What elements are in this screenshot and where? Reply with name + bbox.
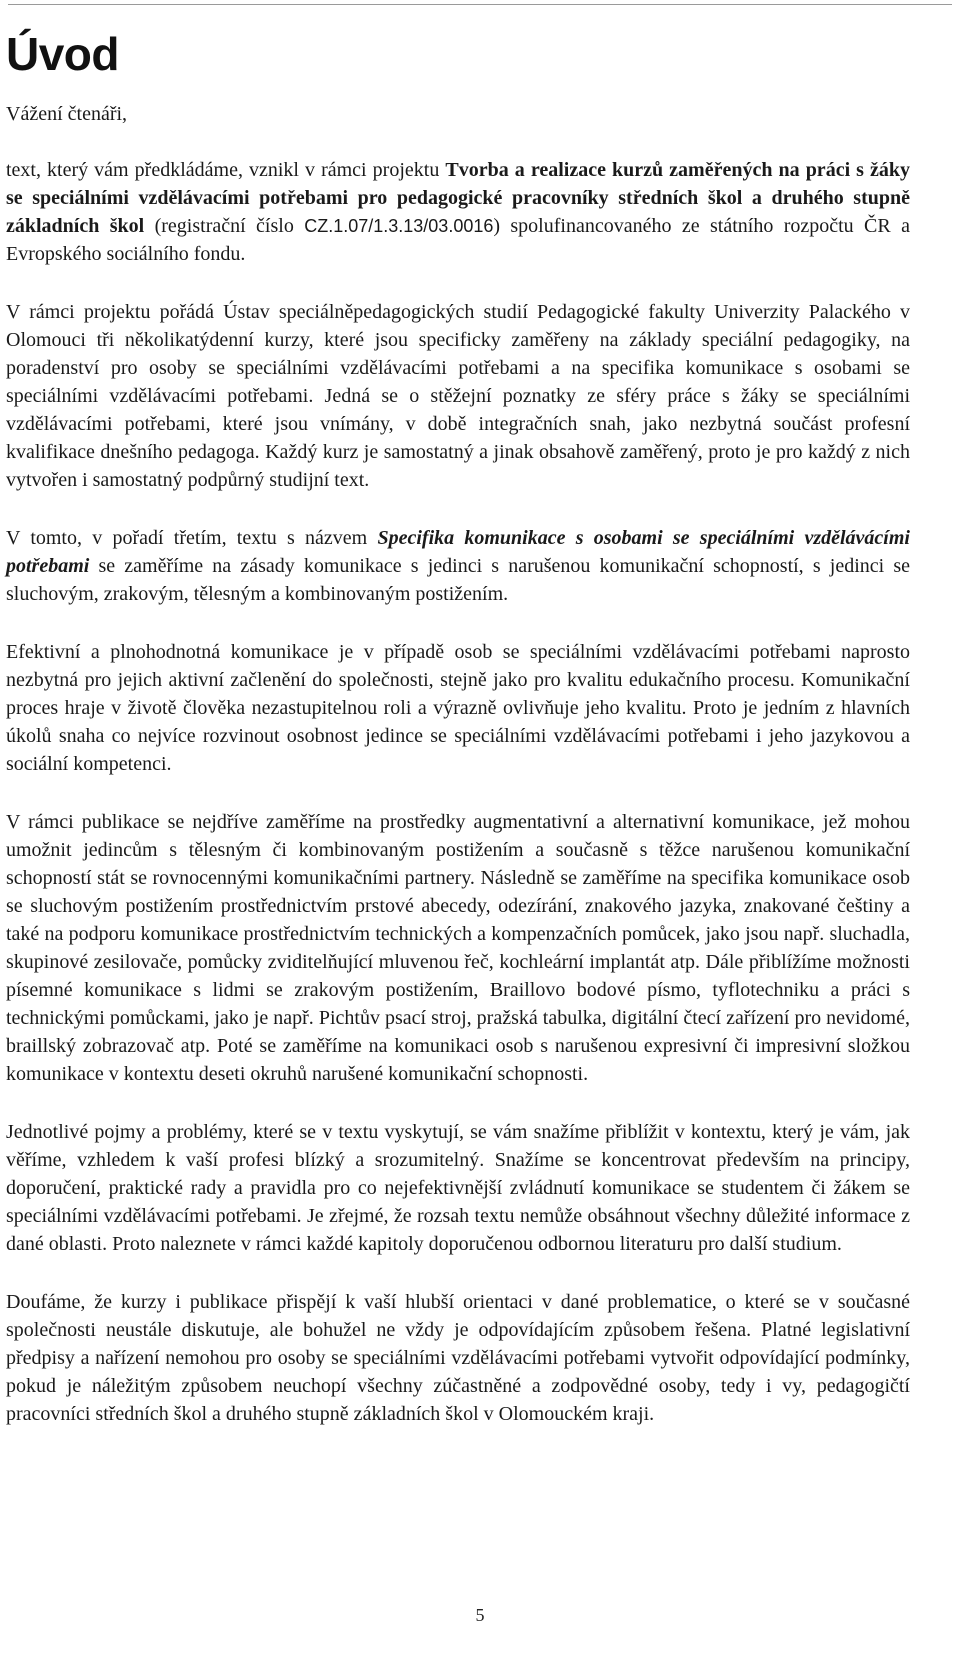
- paragraph-project: [6, 156, 910, 268]
- paragraph-closing: Doufáme, že kurzy i publikace přispějí k vaší hlubší orientaci v dané problematice, o které se v současné společnosti neustále diskutuje, ale bohužel ne vždy je odpovídajícím způsobem řešena. Platné legislativní předpisy a nařízení nemohou pro osoby se speciálními vzdělávacími potřebami vytvořit odpovídající podmínky, pokud je náležitým způsobem neuchopí všechny zúčastněné a zodpovědné osoby, tedy i vy, pedagogičtí pracovníci středních škol a druhého stupně základních škol v Olomouckém kraji.: [6, 1291, 910, 1425]
- salutation: Vážení čtenáři,: [6, 103, 128, 125]
- paragraph-communication: Efektivní a plnohodnotná komunikace je v případě osob se speciálními vzdělávacími potřebami naprosto nezbytná pro jejich aktivní začlenění do společnosti, stejně jako pro kvalitu edukačního procesu. Komunikační proces hraje v životě člověka nezastupitelnou roli a výrazně ovlivňuje jeho kvalitu. Proto je jedním z hlavních úkolů snaha co nejvíce rozvinout osobnost jedince se speciálními vzdělávacími potřebami i jeho jazykovou a sociální kompetenci.: [6, 641, 910, 775]
- paragraph-project-intro: text, který vám předkládáme, vznikl v rámci projektu: [6, 159, 446, 181]
- registration-number: CZ.1.07/1.3.13/03.0016: [304, 216, 494, 236]
- registration-prefix: (registrační číslo: [144, 215, 305, 237]
- paragraph-text-title: [6, 524, 910, 608]
- paragraph-contents: V rámci publikace se nejdříve zaměříme na prostředky augmentativní a alternativní komunikace, jež mohou umožnit jedincům s tělesným či kombinovaným postižením a současně s těžce narušenou komunikační schopností stát se rovnocennými komunikačními partnery. Následně se zaměříme na specifika komunikace osob se sluchovým postižením prostřednictvím prstové abecedy, odezírání, znakového jazyka, znakované češtiny a také na podporu komunikace prostřednictvím technických a kompenzačních pomůcek, jako jsou např. sluchadla, skupinové zesilovače, pomůcky zviditelňující mluvenou řeč, kochleární implantát atp. Dále přiblížíme možnosti písemné komunikace s lidmi se zrakovým postižením, Braillovo bodové písmo, tyflotechniku a práci s technickými pomůckami, jako je např. Pichtův psací stroj, pražská tabulka, digitální čtecí zařízení pro nevidomé, braillský zobrazovač atp. Poté se zaměříme na komunikaci osob s narušenou expresivní či impresivní složkou komunikace v kontextu deseti okruhů narušené komunikační schopnosti.: [6, 811, 910, 1085]
- publication-title: Specifika komunikace s osobami se speciálními vzdělávácími potřebami: [6, 527, 910, 577]
- paragraph-text-title-outro: se zaměříme na zásady komunikace s jedinci s narušenou komunikační schopností, s jedinci se sluchovým, zrakovým, tělesným a kombinovaným postižením.: [6, 555, 910, 605]
- project-name: Tvorba a realizace kurzů zaměřených na práci s žáky se speciálními vzdělávacími potřebami pro pedagogické pracovníky středních škol a druhého stupně základních škol: [6, 159, 911, 237]
- top-rule: [8, 4, 952, 5]
- paragraph-project-outro: ) spolufinancovaného ze státního rozpočtu ČR a Evropského sociálního fondu.: [6, 215, 911, 265]
- page-title: Úvod: [6, 28, 119, 80]
- paragraph-approach: Jednotlivé pojmy a problémy, které se v textu vyskytují, se vám snažíme přiblížit v kontextu, který je vám, jak věříme, vzhledem k vaší profesi blízký a srozumitelný. Snažíme se koncentrovat především na principy, doporučení, praktické rady a pravidla pro co nejefektivnější zvládnutí komunikace se studentem či žákem se speciálními vzdělávacími potřebami. Je zřejmé, že rozsah textu nemůže obsáhnout všechny důležité informace z dané oblasti. Proto naleznete v rámci každé kapitoly doporučenou odbornou literaturu pro další studium.: [6, 1121, 910, 1255]
- document-page: [6, 26, 910, 1428]
- paragraph-text-title-intro: V tomto, v pořadí třetím, textu s názvem: [6, 527, 378, 549]
- paragraph-courses: V rámci projektu pořádá Ústav speciálněpedagogických studií Pedagogické fakulty Univerzity Palackého v Olomouci tři několikatýdenní kurzy, které jsou specificky zaměřeny na základy speciální pedagogiky, na poradenství pro osoby se speciálními vzdělávacími potřebami a na specifika komunikace s osobami se speciálními vzdělávacími potřebami. Jedná se o stěžejní poznatky ze sféry práce s žáky se speciálními vzdělávacími potřebami, které jsou vnímány, v době integračních snah, jako nezbytná součást profesní kvalifikace dnešního pedagoga. Každý kurz je samostatný a jinak obsahově zaměřený, proto je pro každý z nich vytvořen i samostatný podpůrný studijní text.: [6, 301, 910, 491]
- page-number: 5: [475, 1605, 485, 1625]
